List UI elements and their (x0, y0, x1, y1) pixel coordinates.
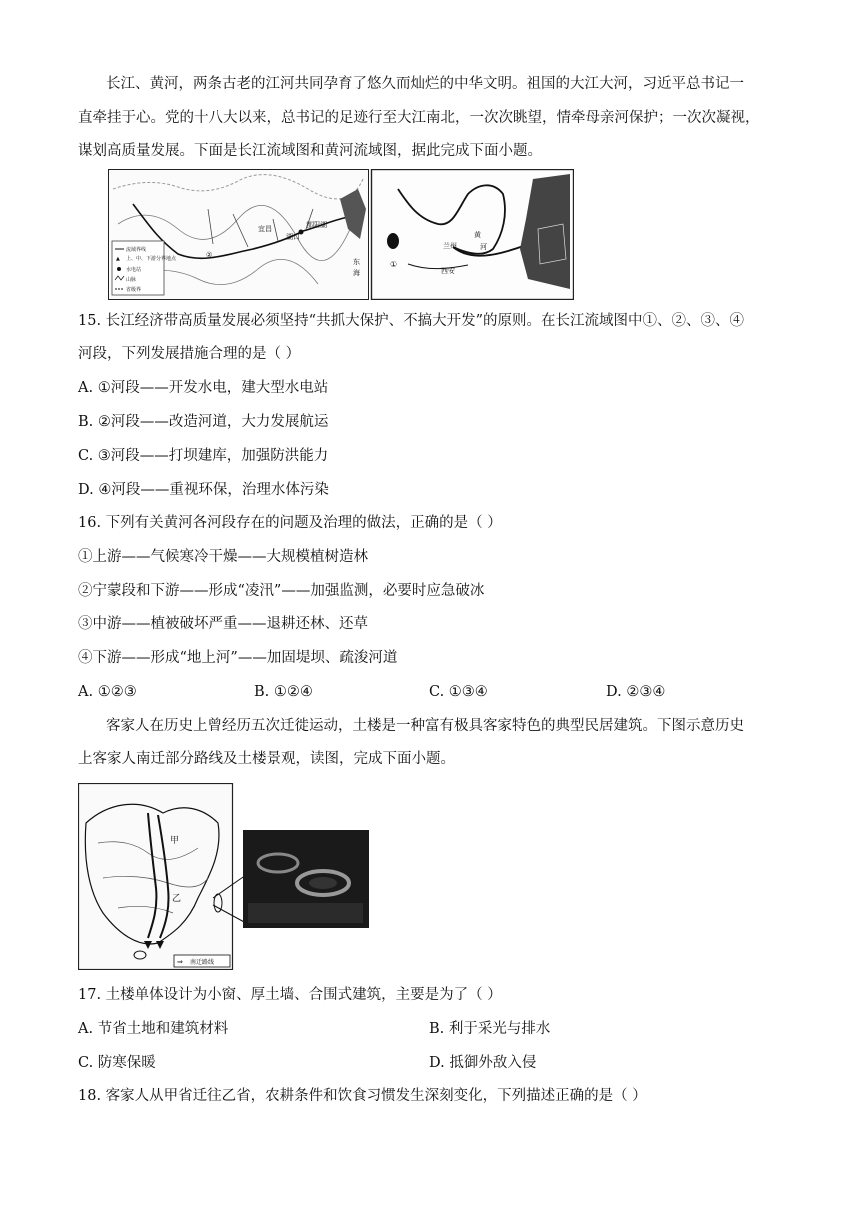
q16-option-d[interactable]: D. ②③④ (606, 684, 666, 700)
q15-stem-line-2: 河段，下列发展措施合理的是（ ） (78, 346, 301, 362)
q16-stem: 16. 下列有关黄河各河段存在的问题及治理的做法，正确的是（ ） (78, 515, 502, 531)
q18-stem: 18. 客家人从甲省迁往乙省，农耕条件和饮食习惯发生深刻变化，下列描述正确的是（ ） (78, 1088, 647, 1104)
q15-option-b[interactable]: B. ②河段——改造河道，大力发展航运 (78, 414, 329, 430)
passage1-line-2: 直牵挂于心。党的十八大以来，总书记的足迹行至大江南北，一次次眺望，情牵母亲河保护；一次次凝视， (78, 110, 760, 126)
passage2-line-1: 客家人在历史上曾经历五次迁徙运动，土楼是一种富有极具客家特色的典型民居建筑。下图示意历史 (106, 718, 744, 734)
circled-1: ① (390, 260, 398, 269)
poyang-label: 都阳湖 (306, 221, 327, 229)
tulou-foliage (248, 903, 363, 923)
legend-hydro: 水电站 (126, 267, 142, 273)
he-label: 河 (480, 243, 487, 251)
q16-option-a[interactable]: A. ①②③ (78, 684, 137, 700)
legend-mountain: 山脉 (126, 277, 137, 283)
q16-item-3: ③中游——植被破坏严重——退耕还林、还草 (78, 616, 368, 632)
xian-label: 西安 (441, 267, 455, 275)
passage1-line-3: 谋划高质量发展。下面是长江流域图和黄河流域图，据此完成下面小题。 (78, 143, 542, 159)
hukou-label: 湖口 (286, 233, 300, 241)
q16-item-1: ①上游——气候寒冷干燥——大规模植树造林 (78, 549, 368, 565)
q15-option-a[interactable]: A. ①河段——开发水电，建大型水电站 (78, 380, 329, 396)
q16-item-4: ④下游——形成“地上河”——加固堤坝、疏浚河道 (78, 650, 398, 666)
sea-label: 海 (353, 269, 360, 277)
q15-stem-line-1: 15. 长江经济带高质量发展必须坚持“共抓大保护、不搞大开发”的原则。在长江流域图中①、②、③、④ (78, 313, 744, 329)
legend-province: 省级界 (126, 287, 142, 293)
migration-legend-label: 南迁路线 (190, 959, 215, 966)
legend-arrow-icon: ▲ (116, 256, 120, 262)
province-yi-label: 乙 (172, 894, 182, 904)
huang-label: 黄 (474, 231, 481, 239)
q15-option-c[interactable]: C. ③河段——打坝建库，加强防洪能力 (78, 448, 329, 464)
q17-option-b[interactable]: B. 利于采光与排水 (429, 1021, 551, 1037)
legend-hydro-icon (117, 267, 121, 271)
passage2-line-2: 上客家人南迁部分路线及土楼景观，读图，完成下面小题。 (78, 751, 455, 767)
q17-stem: 17. 土楼单体设计为小窗、厚土墙、合围式建筑，主要是为了（ ） (78, 987, 502, 1003)
circled-2: ② (206, 251, 213, 259)
province-jia-label: 甲 (170, 836, 180, 846)
east-label: 东 (353, 258, 360, 266)
arrow-right-icon: ⇒ (177, 958, 183, 966)
yichang-label: 宜昌 (258, 225, 272, 233)
qinghai-lake (387, 233, 399, 249)
q16-option-b[interactable]: B. ①②④ (254, 684, 313, 700)
q17-option-d[interactable]: D. 抵御外敌入侵 (429, 1055, 537, 1071)
q16-option-c[interactable]: C. ①③④ (429, 684, 488, 700)
legend-divide: 上、中、下游分界地点 (126, 256, 177, 262)
tulou-courtyard (309, 877, 337, 889)
q16-item-2: ②宁蒙段和下游——形成“凌汛”——加强监测，必要时应急破冰 (78, 583, 485, 599)
river-basin-maps (108, 169, 574, 300)
q17-option-c[interactable]: C. 防寒保暖 (78, 1055, 156, 1071)
lanzhou-label: 兰州 (443, 242, 457, 250)
hakka-migration-graphic (78, 783, 370, 970)
passage1-line-1: 长江、黄河，两条古老的江河共同孕育了悠久而灿烂的中华文明。祖国的大江大河，习近平总书记一 (106, 76, 744, 92)
hakka-migration-figure (78, 783, 370, 970)
q15-option-d[interactable]: D. ④河段——重视环保，治理水体污染 (78, 482, 329, 498)
river-basin-maps-figure (108, 169, 574, 300)
q17-option-a[interactable]: A. 节省土地和建筑材料 (78, 1021, 229, 1037)
legend-basin: 流域界线 (126, 247, 147, 253)
